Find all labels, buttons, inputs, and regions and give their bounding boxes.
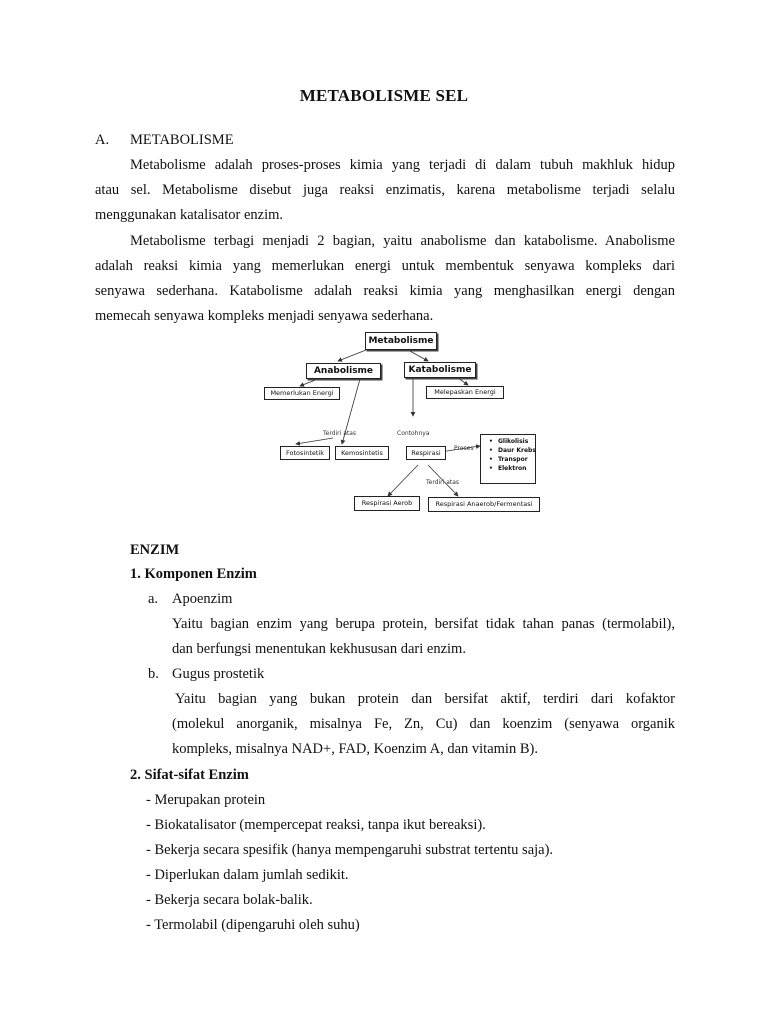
paragraph-2-line-2: adalah reaksi kimia yang memerlukan energi untuk membentuk senyawa kompleks dari bbox=[95, 258, 675, 274]
komponen-enzim-heading: 1. Komponen Enzim bbox=[130, 566, 257, 582]
enzim-heading: ENZIM bbox=[130, 542, 180, 558]
item-b-text-line-2: (molekul anorganik, misalnya Fe, Zn, Cu) dan koenzim (senyawa organik bbox=[172, 716, 675, 732]
paragraph-1-line-2: atau sel. Metabolisme disebut juga reaksi enzimatis, karena metabolisme terjadi selalu bbox=[95, 182, 675, 198]
diagram-process-list bbox=[498, 437, 536, 473]
diagram-node-melepaskan-energi: Melepaskan Energi bbox=[426, 386, 504, 399]
sifat-item: - Diperlukan dalam jumlah sedikit. bbox=[146, 867, 349, 883]
diagram-label-terdiri-atas-2: Terdiri atas bbox=[426, 479, 460, 486]
diagram-node-kemosintetis: Kemosintetis bbox=[335, 446, 389, 460]
diagram-node-katabolisme: Katabolisme bbox=[404, 362, 476, 378]
process-item: • Transpor bbox=[498, 455, 536, 464]
paragraph-2-line-1: Metabolisme terbagi menjadi 2 bagian, yaitu anabolisme dan katabolisme. Anabolisme bbox=[130, 233, 675, 249]
paragraph-2-line-4: memecah senyawa kompleks menjadi senyawa sederhana. bbox=[95, 308, 434, 324]
process-item: • Elektron bbox=[498, 464, 536, 473]
process-item: • Glikolisis bbox=[498, 437, 536, 446]
paragraph-2-line-3: senyawa sederhana. Katabolisme adalah reaksi kimia yang menghasilkan energi dengan bbox=[95, 283, 675, 299]
section-a-marker: A. bbox=[95, 132, 110, 148]
section-a-heading: METABOLISME bbox=[130, 132, 234, 148]
sifat-enzim-heading: 2. Sifat-sifat Enzim bbox=[130, 767, 249, 783]
diagram-label-contohnya: Contohnya bbox=[397, 430, 430, 437]
sifat-item: - Biokatalisator (mempercepat reaksi, tanpa ikut bereaksi). bbox=[146, 817, 486, 833]
sifat-item: - Termolabil (dipengaruhi oleh suhu) bbox=[146, 917, 360, 933]
paragraph-1-line-1: Metabolisme adalah proses-proses kimia yang terjadi di dalam tubuh makhluk hidup bbox=[130, 157, 675, 173]
item-a-text-line-1: Yaitu bagian enzim yang berupa protein, bersifat tidak tahan panas (termolabil), bbox=[172, 616, 675, 632]
page-title: METABOLISME SEL bbox=[299, 86, 469, 105]
diagram-node-anabolisme: Anabolisme bbox=[306, 363, 381, 379]
paragraph-1-line-3: menggunakan katalisator enzim. bbox=[95, 207, 284, 223]
process-item: • Daur Krebs bbox=[498, 446, 536, 455]
diagram-node-respirasi-anaerob: Respirasi Anaerob/Fermentasi bbox=[428, 497, 540, 512]
item-b-text-line-3: kompleks, misalnya NAD+, FAD, Koenzim A, dan vitamin B). bbox=[172, 741, 538, 757]
item-a-label: a. bbox=[148, 591, 159, 607]
item-a-text-line-2: dan berfungsi menentukan kekhususan dari enzim. bbox=[172, 641, 466, 657]
sifat-item: - Bekerja secara bolak-balik. bbox=[146, 892, 313, 908]
diagram-node-fotosintetik: Fotosintetik bbox=[280, 446, 330, 460]
sifat-item: - Bekerja secara spesifik (hanya mempengaruhi substrat tertentu saja). bbox=[146, 842, 554, 858]
metabolism-diagram bbox=[258, 328, 548, 518]
diagram-node-respirasi-aerob: Respirasi Aerob bbox=[354, 496, 420, 511]
diagram-label-proses: Proses bbox=[454, 445, 474, 452]
diagram-connectors bbox=[258, 328, 548, 518]
item-b-label: b. bbox=[148, 666, 159, 682]
diagram-node-respirasi: Respirasi bbox=[406, 446, 446, 460]
sifat-item: - Merupakan protein bbox=[146, 792, 266, 808]
item-b-text-line-1: Yaitu bagian yang bukan protein dan bersifat aktif, terdiri dari kofaktor bbox=[175, 691, 675, 707]
diagram-node-metabolisme: Metabolisme bbox=[365, 332, 437, 350]
item-b-title: Gugus prostetik bbox=[172, 666, 265, 682]
diagram-node-memerlukan-energi: Memerlukan Energi bbox=[264, 387, 340, 400]
item-a-title: Apoenzim bbox=[172, 591, 233, 607]
diagram-label-terdiri-atas-1: Terdiri atas bbox=[323, 430, 357, 437]
